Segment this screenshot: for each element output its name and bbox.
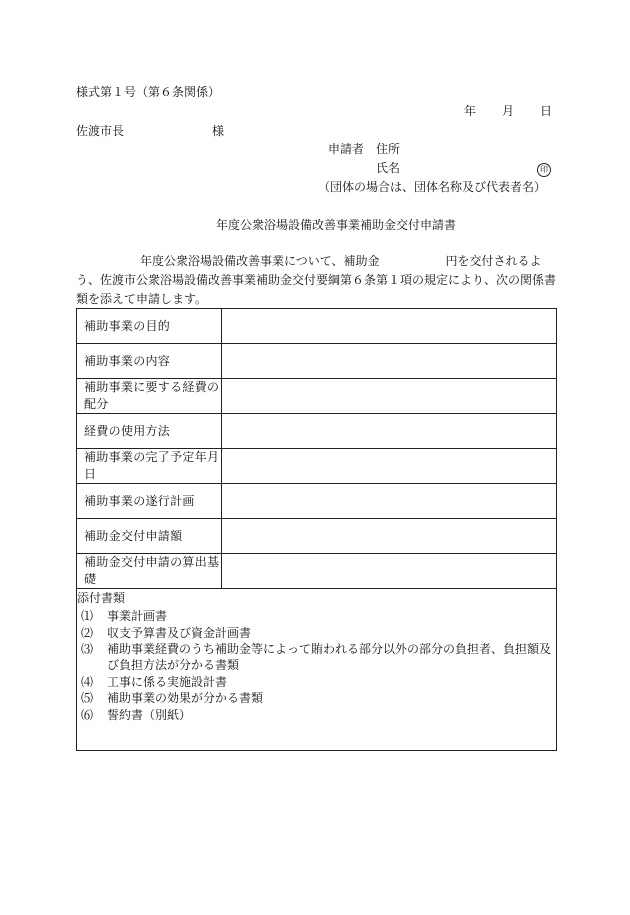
date-month-label: 月 xyxy=(502,104,515,118)
table-row xyxy=(77,414,557,449)
attachments-list xyxy=(81,608,551,723)
attachment-text: 補助事業の効果が分かる書類 xyxy=(107,691,264,705)
attachments-cell xyxy=(77,589,557,751)
row-value-content[interactable] xyxy=(222,344,557,379)
form-number: 様式第１号（第６条関係） xyxy=(76,85,221,99)
row-value-calculation-basis[interactable] xyxy=(222,554,557,589)
body-paragraph xyxy=(76,252,556,309)
attachment-number: ⑵ xyxy=(81,625,94,640)
body-text-part2: 円を交付されるよう、佐渡市公衆浴場設備改善事業補助金交付要綱第６条第１項の規定により、次の関係書類を添えて申請します。 xyxy=(76,254,557,306)
table-row xyxy=(77,344,557,379)
application-table xyxy=(76,308,557,751)
table-row xyxy=(77,379,557,414)
attachment-text: 事業計画書 xyxy=(107,609,168,623)
table-row xyxy=(77,519,557,554)
body-text-part1: 年度公衆浴場設備改善事業について、補助金 xyxy=(140,254,380,268)
row-label-expense-usage: 経費の使用方法 xyxy=(77,414,222,449)
attachment-text: 補助事業経費のうち補助金等によって賄われる部分以外の部分の負担者、負担額及び負担方法が分かる書類 xyxy=(107,642,552,672)
attachment-number: ⑴ xyxy=(81,609,94,623)
table-row xyxy=(77,484,557,519)
list-item xyxy=(81,608,551,624)
attachment-text: 工事に係る実施設計書 xyxy=(107,674,228,689)
attachment-text: 誓約書（別紙） xyxy=(107,707,192,722)
table-row xyxy=(77,554,557,589)
row-value-completion-date[interactable] xyxy=(222,449,557,484)
attachment-text: 収支予算書及び資金計画書 xyxy=(107,625,252,640)
applicant-address-label: 住所 xyxy=(376,142,401,156)
row-label-purpose: 補助事業の目的 xyxy=(77,309,222,344)
attachments-title: 添付書類 xyxy=(77,591,126,605)
list-item xyxy=(81,690,551,706)
attachment-number: ⑶ xyxy=(81,642,94,656)
list-item xyxy=(81,625,551,641)
row-label-requested-amount: 補助金交付申請額 xyxy=(77,519,222,554)
applicant-name-label: 氏名 xyxy=(376,161,401,175)
attachments-row xyxy=(77,589,557,751)
attachment-number: ⑹ xyxy=(81,707,94,722)
attachment-number: ⑸ xyxy=(81,691,94,705)
row-value-requested-amount[interactable] xyxy=(222,519,557,554)
addressee-name: 佐渡市長 xyxy=(76,124,125,138)
row-label-content: 補助事業の内容 xyxy=(77,344,222,379)
attachment-number: ⑷ xyxy=(81,674,94,689)
row-value-execution-plan[interactable] xyxy=(222,484,557,519)
document-title: 年度公衆浴場設備改善事業補助金交付申請書 xyxy=(216,218,457,232)
list-item xyxy=(81,707,551,723)
row-label-calculation-basis: 補助金交付申請の算出基礎 xyxy=(77,554,222,589)
list-item xyxy=(81,641,551,673)
row-label-expense-allocation: 補助事業に要する経費の配分 xyxy=(77,379,222,414)
row-value-expense-allocation[interactable] xyxy=(222,379,557,414)
row-value-expense-usage[interactable] xyxy=(222,414,557,449)
applicant-label: 申請者 xyxy=(328,142,365,156)
list-item xyxy=(81,674,551,690)
addressee-honorific: 様 xyxy=(212,124,225,138)
table-row xyxy=(77,449,557,484)
date-day-label: 日 xyxy=(540,104,553,118)
row-label-execution-plan: 補助事業の遂行計画 xyxy=(77,484,222,519)
date-year-label: 年 xyxy=(464,104,477,118)
seal-mark: 印 xyxy=(537,163,551,177)
row-value-purpose[interactable] xyxy=(222,309,557,344)
table-row xyxy=(77,309,557,344)
applicant-note: （団体の場合は、団体名称及び代表者名） xyxy=(318,180,547,194)
row-label-completion-date: 補助事業の完了予定年月日 xyxy=(77,449,222,484)
